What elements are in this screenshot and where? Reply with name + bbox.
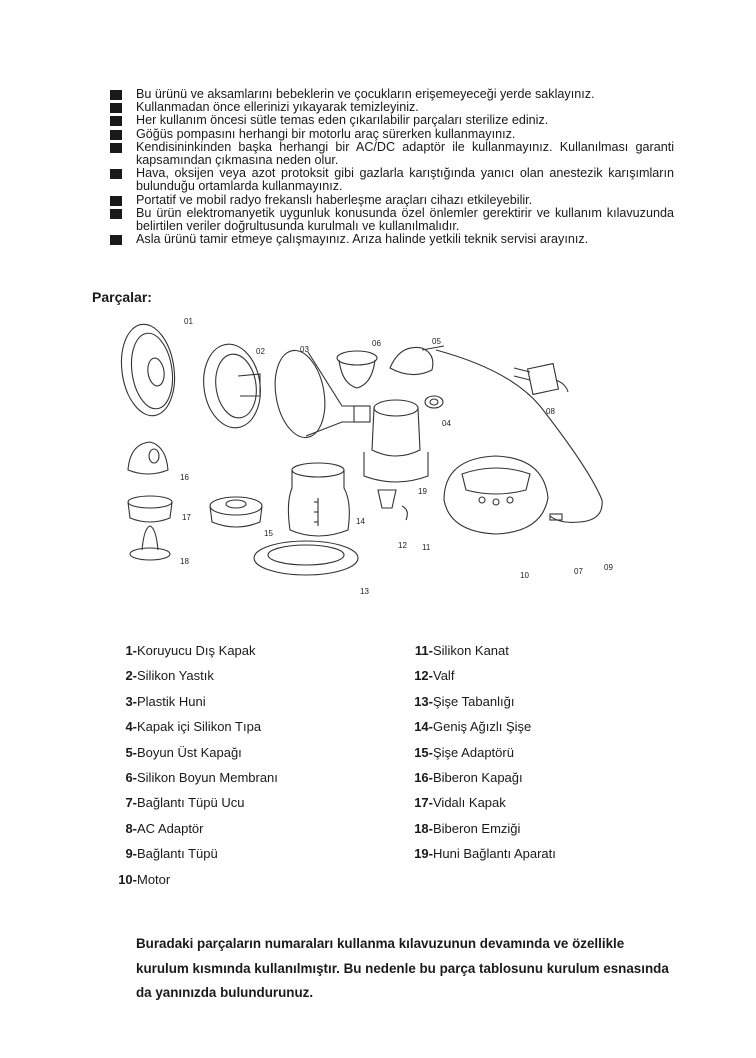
legend-row <box>108 643 368 668</box>
square-bullet-icon <box>110 90 122 100</box>
parts-legend-right <box>408 643 668 872</box>
part-number: 7- <box>125 795 137 811</box>
parts-exploded-diagram <box>110 310 630 600</box>
legend-row <box>408 770 668 795</box>
bottle-cap-drawing <box>128 442 168 474</box>
diagram-label-14: 14 <box>356 517 365 526</box>
legend-row <box>408 719 668 744</box>
part-number: 18- <box>414 820 433 836</box>
part-name: Bağlantı Tüpü <box>137 846 218 862</box>
part-number: 12- <box>414 668 433 684</box>
legend-row <box>108 668 368 693</box>
bottle-base-drawing <box>254 541 358 575</box>
part-number: 8- <box>125 820 137 836</box>
legend-row <box>408 745 668 770</box>
diagram-label-12: 12 <box>398 541 407 550</box>
connection-tube-drawing <box>436 350 602 522</box>
square-bullet-icon <box>110 235 122 245</box>
part-number: 9- <box>125 846 137 862</box>
warning-text: Bu ürünü ve aksamlarını bebeklerin ve çocukların erişemeyeceği yerde saklayınız. <box>136 87 595 101</box>
diagram-label-16: 16 <box>180 473 189 482</box>
square-bullet-icon <box>110 103 122 113</box>
part-name: Biberon Kapağı <box>433 769 523 785</box>
legend-row <box>108 795 368 820</box>
part-name: Kapak içi Silikon Tıpa <box>137 719 262 735</box>
diagram-label-19: 19 <box>418 487 427 496</box>
warning-text: Her kullanım öncesi sütle temas eden çıkarılabilir parçaları sterilize ediniz. <box>136 113 549 128</box>
part-name: Motor <box>137 871 171 887</box>
square-bullet-icon <box>110 143 122 153</box>
warning-text: Bu ürün elektromanyetik uygunluk konusunda özel önlemler gerektirir ve kullanım kılavuzunda belirtilen veriler doğrultusunda kurulmalı ve kullanılmalıdır. <box>136 205 674 234</box>
legend-row <box>408 795 668 820</box>
warning-text: Kullanmadan önce ellerinizi yıkayarak temizleyiniz. <box>136 100 419 115</box>
legend-row <box>108 745 368 770</box>
diagram-label-09: 09 <box>604 563 613 572</box>
legend-row <box>108 872 368 897</box>
part-name: Valf <box>433 668 455 684</box>
diagram-label-11: 11 <box>422 543 431 552</box>
wide-neck-bottle-drawing <box>288 463 349 536</box>
part-number: 19- <box>414 846 433 862</box>
motor-unit-drawing <box>444 456 548 534</box>
legend-row <box>408 821 668 846</box>
neck-cap-drawing <box>390 346 444 375</box>
part-number: 1- <box>125 643 137 658</box>
square-bullet-icon <box>110 196 122 206</box>
legend-row <box>108 770 368 795</box>
diagram-label-05: 05 <box>432 337 441 346</box>
diagram-label-13: 13 <box>360 587 369 596</box>
diagram-label-02: 02 <box>256 347 265 356</box>
part-name: Vidalı Kapak <box>433 795 506 811</box>
part-name: Silikon Yastık <box>137 668 214 684</box>
protective-cap-drawing <box>116 321 180 419</box>
part-number: 3- <box>125 693 137 709</box>
part-name: Huni Bağlantı Aparatı <box>433 846 556 862</box>
legend-row <box>108 694 368 719</box>
part-name: Biberon Emziği <box>433 820 521 836</box>
silicone-wing-drawing <box>402 506 407 520</box>
square-bullet-icon <box>110 130 122 140</box>
warning-item <box>110 233 674 246</box>
legend-row <box>108 821 368 846</box>
part-name: Boyun Üst Kapağı <box>137 744 242 760</box>
funnel-connector-drawing <box>364 400 428 482</box>
silicone-stopper-drawing <box>425 396 443 408</box>
diagram-label-15: 15 <box>264 529 273 538</box>
part-name: Şişe Tabanlığı <box>433 693 515 709</box>
part-number: 17- <box>414 795 433 811</box>
part-name: Koruyucu Dış Kapak <box>137 643 256 658</box>
bottle-adaptor-drawing <box>210 497 262 527</box>
legend-row <box>408 668 668 693</box>
diagram-label-10: 10 <box>520 571 529 580</box>
warning-text: Hava, oksijen veya azot protoksit gibi gazlarla karıştığında yanıcı olan anestezik karışımların bulunduğu ortamlarda kullanmayınız. <box>136 166 674 194</box>
part-name: Silikon Kanat <box>433 643 509 658</box>
parts-table-note: Buradaki parçaların numaraları kullanma kılavuzunun devamında ve özellikle kurulum kısmında kullanılmıştır. Bu nedenle bu parça tablosunu kurulum esnasında da yanınızda bulundurunuz. <box>136 936 669 1000</box>
part-number: 16- <box>414 769 433 785</box>
parts-legend-left <box>108 643 368 897</box>
square-bullet-icon <box>110 169 122 179</box>
screw-cap-drawing <box>128 496 172 522</box>
part-number: 6- <box>125 769 137 785</box>
warning-item <box>110 167 674 193</box>
silicone-membrane-drawing <box>337 351 377 388</box>
diagram-label-04: 04 <box>442 419 451 428</box>
part-name: Silikon Boyun Membranı <box>137 769 278 785</box>
warning-text: Göğüs pompasını herhangi bir motorlu araç sürerken kullanmayınız. <box>136 126 516 141</box>
warning-text: Portatif ve mobil radyo frekanslı haberleşme araçları cihazı etkileyebilir. <box>136 192 533 207</box>
diagram-label-17: 17 <box>182 513 191 522</box>
warning-text: Kendisininkinden başka herhangi bir AC/DC adaptör ile kullanmayınız. Kullanılması garanti kapsamından çıkmasına neden olur. <box>136 139 674 168</box>
part-number: 13- <box>414 693 433 709</box>
part-number: 10- <box>118 871 137 887</box>
diagram-label-01: 01 <box>184 317 193 326</box>
part-name: Şişe Adaptörü <box>433 744 514 760</box>
ac-adaptor-drawing <box>514 364 568 395</box>
part-name: Geniş Ağızlı Şişe <box>433 719 532 735</box>
part-number: 4- <box>125 719 137 735</box>
parts-heading: Parçalar: <box>92 289 152 305</box>
warning-text: Asla ürünü tamir etmeye çalışmayınız. Arıza halinde yetkili teknik servisi arayınız. <box>136 232 589 247</box>
legend-row <box>408 694 668 719</box>
part-number: 5- <box>125 744 137 760</box>
part-name: AC Adaptör <box>137 820 204 836</box>
legend-row <box>108 719 368 744</box>
plastic-funnel-drawing <box>269 347 370 442</box>
safety-warning-list <box>110 88 674 246</box>
legend-row <box>108 846 368 871</box>
part-name: Bağlantı Tüpü Ucu <box>137 795 245 811</box>
square-bullet-icon <box>110 209 122 219</box>
square-bullet-icon <box>110 116 122 126</box>
warning-item <box>110 141 674 167</box>
diagram-label-07: 07 <box>574 567 583 576</box>
legend-row <box>408 643 668 668</box>
diagram-label-06: 06 <box>372 339 381 348</box>
warning-item <box>110 207 674 233</box>
valve-drawing <box>378 490 396 508</box>
part-number: 2- <box>125 668 137 684</box>
part-number: 11- <box>414 643 433 658</box>
part-number: 14- <box>414 719 433 735</box>
diagram-label-03: 03 <box>300 345 309 354</box>
diagram-label-18: 18 <box>180 557 189 566</box>
diagram-label-08: 08 <box>546 407 555 416</box>
part-name: Plastik Huni <box>137 693 206 709</box>
teat-drawing <box>130 526 170 560</box>
part-number: 15- <box>414 744 433 760</box>
legend-row <box>408 846 668 871</box>
